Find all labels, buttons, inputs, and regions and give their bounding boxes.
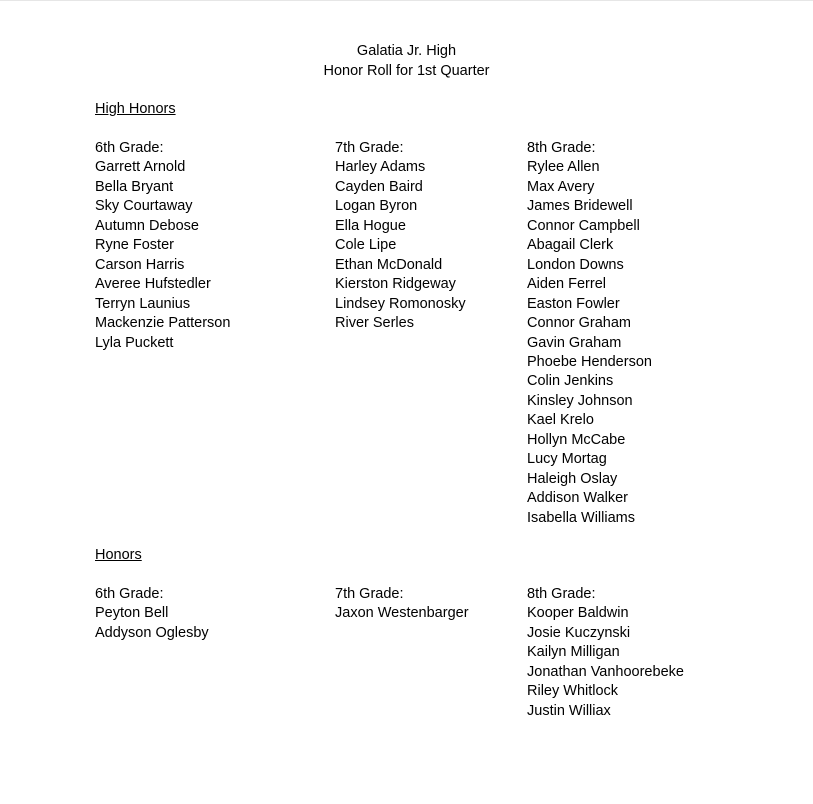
- grade-label: 7th Grade:: [335, 140, 404, 156]
- student-name: Lindsey Romonosky: [335, 295, 466, 312]
- student-list: [95, 158, 230, 353]
- grade-label: 7th Grade:: [335, 586, 404, 602]
- student-name: Ryne Foster: [95, 237, 174, 254]
- student-name: Autumn Debose: [95, 217, 199, 234]
- student-name: Bella Bryant: [95, 178, 174, 195]
- student-name: Logan Byron: [335, 198, 418, 215]
- student-name: Harley Adams: [335, 159, 426, 176]
- student-name: Connor Campbell: [527, 217, 640, 234]
- student-name: Colin Jenkins: [527, 373, 614, 390]
- grade-label: 6th Grade:: [95, 140, 164, 156]
- student-name: Aiden Ferrel: [527, 276, 606, 293]
- honors-title: Honors: [95, 547, 142, 563]
- student-name: Cole Lipe: [335, 237, 397, 254]
- student-name: James Bridewell: [527, 198, 633, 215]
- high-honors-6th-grade-column: [95, 139, 230, 353]
- student-name: Kierston Ridgeway: [335, 276, 456, 293]
- student-name: Kooper Baldwin: [527, 605, 629, 622]
- high-honors-title: High Honors: [95, 101, 176, 117]
- student-name: Hollyn McCabe: [527, 431, 626, 448]
- student-name: Peyton Bell: [95, 605, 169, 622]
- grade-label: 6th Grade:: [95, 586, 164, 602]
- honors-8th-grade-column: [527, 585, 684, 721]
- student-name: Max Avery: [527, 178, 595, 195]
- student-name: London Downs: [527, 256, 624, 273]
- student-name: Justin Williax: [527, 702, 611, 719]
- student-name: Kael Krelo: [527, 412, 594, 429]
- student-name: Kailyn Milligan: [527, 644, 620, 661]
- student-name: Kinsley Johnson: [527, 392, 633, 409]
- student-name: Easton Fowler: [527, 295, 620, 312]
- student-name: Phoebe Henderson: [527, 353, 652, 370]
- student-name: Rylee Allen: [527, 159, 600, 176]
- high-honors-7th-grade-column: [335, 139, 466, 334]
- student-name: Garrett Arnold: [95, 159, 186, 176]
- document-subtitle: Honor Roll for 1st Quarter: [323, 62, 490, 79]
- student-name: Haleigh Oslay: [527, 470, 618, 487]
- student-name: Gavin Graham: [527, 334, 622, 351]
- school-name: Galatia Jr. High: [356, 43, 457, 59]
- student-name: Lucy Mortag: [527, 451, 607, 468]
- student-list: [527, 604, 684, 721]
- student-name: Abagail Clerk: [527, 237, 614, 254]
- student-name: Terryn Launius: [95, 295, 191, 312]
- student-name: Isabella Williams: [527, 509, 635, 526]
- student-name: Addison Walker: [527, 490, 629, 507]
- student-name: Connor Graham: [527, 315, 631, 332]
- honors-6th-grade-column: [95, 585, 209, 643]
- student-name: Carson Harris: [95, 256, 185, 273]
- student-name: Sky Courtaway: [95, 198, 193, 215]
- student-name: Addyson Oglesby: [95, 624, 209, 641]
- student-name: Lyla Puckett: [95, 334, 174, 351]
- student-name: Averee Hufstedler: [95, 276, 211, 293]
- page-top-border: [0, 0, 813, 1]
- high-honors-8th-grade-column: [527, 139, 652, 528]
- student-list: [335, 604, 469, 623]
- student-name: Ethan McDonald: [335, 256, 443, 273]
- student-name: Jonathan Vanhoorebeke: [527, 663, 684, 680]
- student-name: River Serles: [335, 315, 414, 332]
- student-name: Ella Hogue: [335, 217, 406, 234]
- student-list: [527, 158, 652, 528]
- student-list: [335, 158, 466, 333]
- student-name: Cayden Baird: [335, 178, 423, 195]
- document-header: [0, 42, 813, 81]
- student-name: Riley Whitlock: [527, 683, 619, 700]
- student-name: Jaxon Westenbarger: [335, 605, 469, 622]
- student-name: Josie Kuczynski: [527, 624, 631, 641]
- student-name: Mackenzie Patterson: [95, 315, 231, 332]
- grade-label: 8th Grade:: [527, 140, 596, 156]
- honors-7th-grade-column: [335, 585, 469, 624]
- grade-label: 8th Grade:: [527, 586, 596, 602]
- student-list: [95, 604, 209, 643]
